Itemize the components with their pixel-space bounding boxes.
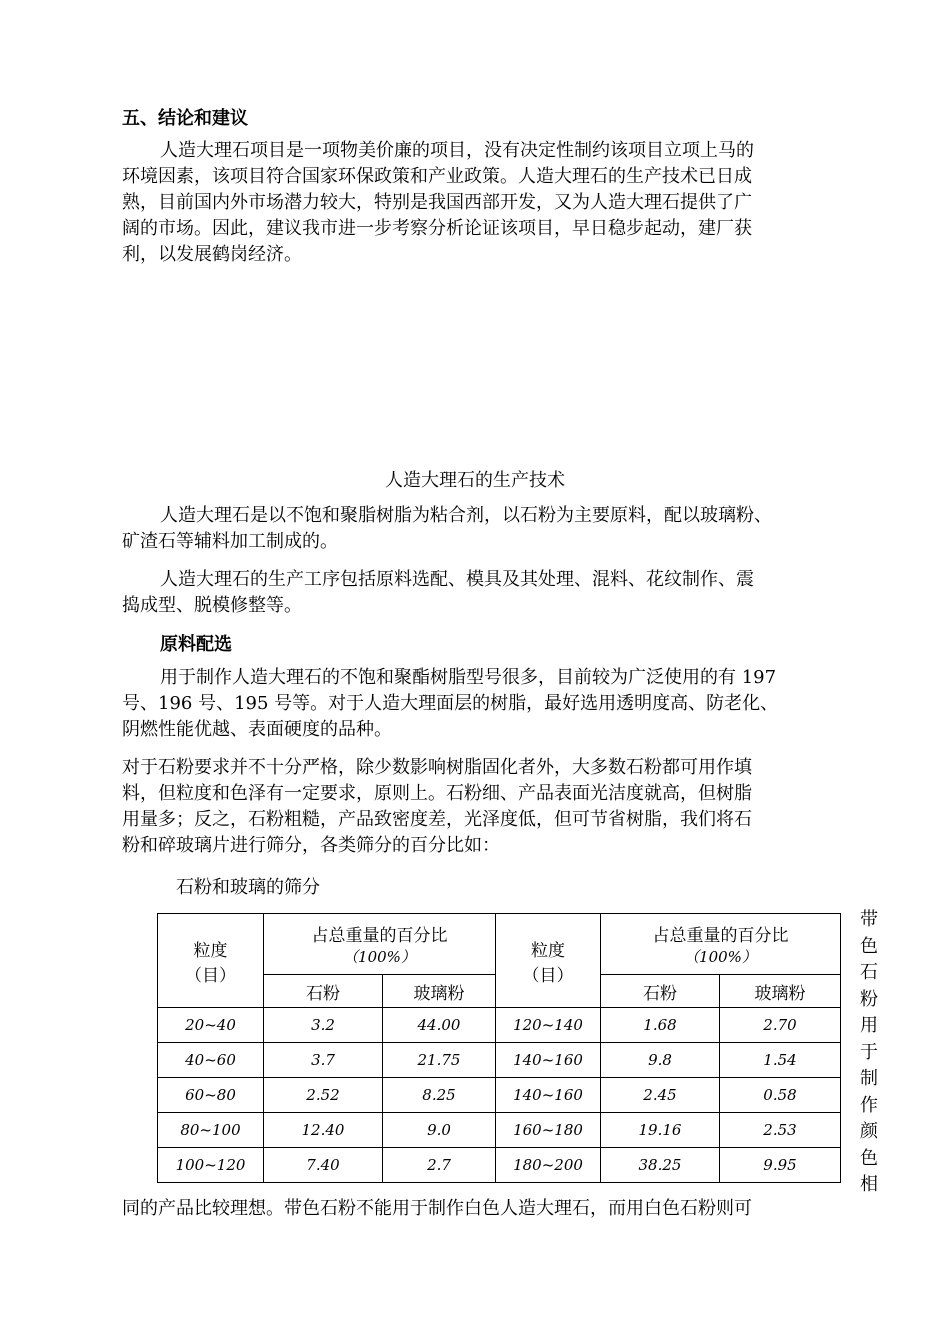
text-line: 人造大理石项目是一项物美价廉的项目，没有决定性制约该项目立项上马的 — [160, 140, 754, 161]
stone-header: 石粉 — [601, 975, 720, 1008]
powder-paragraph — [122, 755, 882, 859]
table-cell: 100~120 — [158, 1148, 264, 1183]
intro-paragraph-1 — [122, 503, 882, 555]
table-row — [158, 1148, 841, 1183]
text-line: 捣成型、脱模修整等。 — [122, 595, 302, 616]
table-cell: 2.7 — [383, 1148, 496, 1183]
text-line: 阴燃性能优越、表面硬度的品种。 — [122, 719, 392, 740]
continuation-paragraph — [122, 1196, 882, 1222]
table-cell: 9.95 — [720, 1148, 841, 1183]
side-wrapped-text: 带 色 石 粉 用 于 制 作 颜 色 相 — [860, 909, 878, 1195]
percent-header-right: 占总重量的百分比 （100%） — [601, 914, 841, 975]
sub-heading: 原料配选 — [160, 634, 232, 655]
table-cell: 140~160 — [496, 1043, 601, 1078]
glass-header: 玻璃粉 — [383, 975, 496, 1008]
text-line: 同的产品比较理想。带色石粉不能用于制作白色人造大理石，而用白色石粉则可 — [122, 1198, 752, 1219]
table-row — [158, 1113, 841, 1148]
table-cell: 80~100 — [158, 1113, 264, 1148]
text-line: 人造大理石的生产工序包括原料选配、模具及其处理、混料、花纹制作、震 — [160, 569, 754, 590]
table-cell: 12.40 — [264, 1113, 383, 1148]
table-cell: 3.2 — [264, 1008, 383, 1043]
text-line: 环境因素，该项目符合国家环保政策和产业政策。人造大理石的生产技术已日成 — [122, 166, 752, 187]
intro-paragraph-2 — [122, 567, 882, 619]
table-cell: 120~140 — [496, 1008, 601, 1043]
table-cell: 2.70 — [720, 1008, 841, 1043]
table-row — [158, 1043, 841, 1078]
text-line: 对于石粉要求并不十分严格，除少数影响树脂固化者外，大多数石粉都可用作填 — [122, 757, 752, 778]
text-line: 矿渣石等辅料加工制成的。 — [122, 531, 338, 552]
table-cell: 180~200 — [496, 1148, 601, 1183]
table-cell: 2.53 — [720, 1113, 841, 1148]
table-cell: 9.0 — [383, 1113, 496, 1148]
section-heading: 五、结论和建议 — [122, 108, 248, 129]
glass-header: 玻璃粉 — [720, 975, 841, 1008]
table-cell: 1.54 — [720, 1043, 841, 1078]
text-line: 号、196 号、195 号等。对于人造大理面层的树脂，最好选用透明度高、防老化、 — [122, 693, 779, 714]
size-header-right: 粒度 （目） — [496, 914, 601, 1008]
table-cell: 8.25 — [383, 1078, 496, 1113]
table-caption: 石粉和玻璃的筛分 — [176, 877, 320, 898]
table-cell: 19.16 — [601, 1113, 720, 1148]
table-cell: 0.58 — [720, 1078, 841, 1113]
table-cell: 1.68 — [601, 1008, 720, 1043]
table-cell: 44.00 — [383, 1008, 496, 1043]
sieve-table — [157, 913, 841, 1183]
table-cell: 2.52 — [264, 1078, 383, 1113]
conclusion-paragraph — [122, 138, 882, 268]
table-cell: 38.25 — [601, 1148, 720, 1183]
text-line: 利，以发展鹤岗经济。 — [122, 244, 302, 265]
table-cell: 9.8 — [601, 1043, 720, 1078]
text-line: 阔的市场。因此，建议我市进一步考察分析论证该项目，早日稳步起动，建厂获 — [122, 218, 752, 239]
size-header-left: 粒度 （目） — [158, 914, 264, 1008]
text-line: 熟，目前国内外市场潜力较大，特别是我国西部开发，又为人造大理石提供了广 — [122, 192, 752, 213]
table-row — [158, 1078, 841, 1113]
table-cell: 40~60 — [158, 1043, 264, 1078]
resin-paragraph — [122, 665, 882, 743]
percent-header-left: 占总重量的百分比 （100%） — [264, 914, 496, 975]
text-line: 用量多；反之，石粉粗糙，产品致密度差，光泽度低，但可节省树脂，我们将石 — [122, 809, 752, 830]
table-cell: 2.45 — [601, 1078, 720, 1113]
text-line: 用于制作人造大理石的不饱和聚酯树脂型号很多，目前较为广泛使用的有 197 — [160, 667, 777, 688]
text-line: 料，但粒度和色泽有一定要求，原则上。石粉细、产品表面光洁度就高，但树脂 — [122, 783, 752, 804]
table-row — [158, 1008, 841, 1043]
text-line: 粉和碎玻璃片进行筛分，各类筛分的百分比如： — [122, 835, 500, 856]
table-cell: 7.40 — [264, 1148, 383, 1183]
table-cell: 160~180 — [496, 1113, 601, 1148]
stone-header: 石粉 — [264, 975, 383, 1008]
table-cell: 21.75 — [383, 1043, 496, 1078]
text-line: 人造大理石是以不饱和聚脂树脂为粘合剂，以石粉为主要原料，配以玻璃粉、 — [160, 505, 772, 526]
table-cell: 20~40 — [158, 1008, 264, 1043]
article-title: 人造大理石的生产技术 — [385, 470, 565, 491]
table-cell: 3.7 — [264, 1043, 383, 1078]
table-cell: 60~80 — [158, 1078, 264, 1113]
table-cell: 140~160 — [496, 1078, 601, 1113]
